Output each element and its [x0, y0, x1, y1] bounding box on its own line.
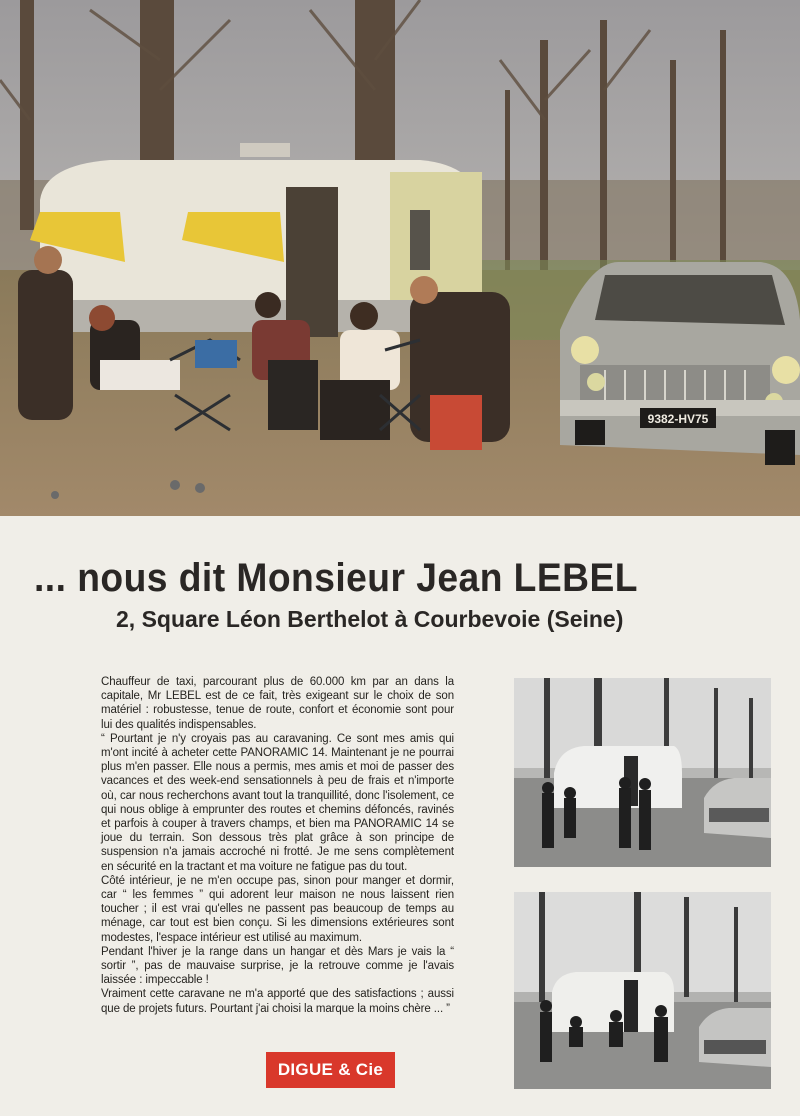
- article-body: [101, 675, 454, 1016]
- article-paragraph: Vraiment cette caravane ne m'a apporté que des satisfactions ; aussi que de projets futurs. Pourtant j'ai choisi la marque la moins chère ... ”: [101, 988, 454, 1015]
- license-plate: 9382-HV75: [647, 412, 709, 426]
- brand-logo: DIGUE & Cie: [266, 1052, 395, 1088]
- headline: ... nous dit Monsieur Jean LEBEL: [34, 556, 638, 600]
- bw-photo-caravan-seated: [514, 892, 771, 1089]
- article-paragraph: Côté intérieur, je ne m'en occupe pas, sinon pour manger et dormir, car “ les femmes ” qui adorent leur maison ne nous laissent rien toucher ; il est vrai qu'elles ne passent pas beaucoup de temps au ménage, car tout est bien conçu. Si les dimensions extérieures sont modestes, l'espace intérieur est utilisé au maximum.: [101, 874, 454, 944]
- subheadline: 2, Square Léon Berthelot à Courbevoie (Seine): [116, 606, 624, 632]
- article-paragraph: Pendant l'hiver je la range dans un hangar et dès Mars je vais la “ sortir ”, pas de mauvaise surprise, je la retrouve comme je l'avais laissée : impeccable !: [101, 945, 454, 987]
- article-paragraph: Chauffeur de taxi, parcourant plus de 60.000 km par an dans la capitale, Mr LEBEL est de ce fait, très exigeant sur le choix de son matériel : robustesse, tenue de route, confort et économie sont pour lui des qualités indispensables.: [101, 676, 454, 731]
- article-page: [0, 516, 800, 1116]
- bw-photo-caravan-group: [514, 678, 771, 867]
- top-photo: [0, 0, 800, 516]
- article-paragraph: “ Pourtant je n'y croyais pas au caravaning. Ce sont mes amis qui m'ont incité à acheter cette PANORAMIC 14. Maintenant je ne pourrai plus m'en passer. Elle nous a permis, mes amis et moi de passer des vacances et des week-end sensationnels à peu de frais et n'importe où, car nous recherchons avant tout la tranquillité, donc l'isolement, ce qui nous oblige à emprunter des routes et chemins défoncés, ravinés et parfois à couper à travers champs, et bien ma PANORAMIC 14 se joue du terrain. Son dessous très plat grâce à son principe de suspension n'a jamais accroché ni frotté. Je me sens complètement en sécurité en la tractant et ma voiture ne fatigue pas du tout.: [101, 732, 454, 873]
- car: [560, 262, 800, 465]
